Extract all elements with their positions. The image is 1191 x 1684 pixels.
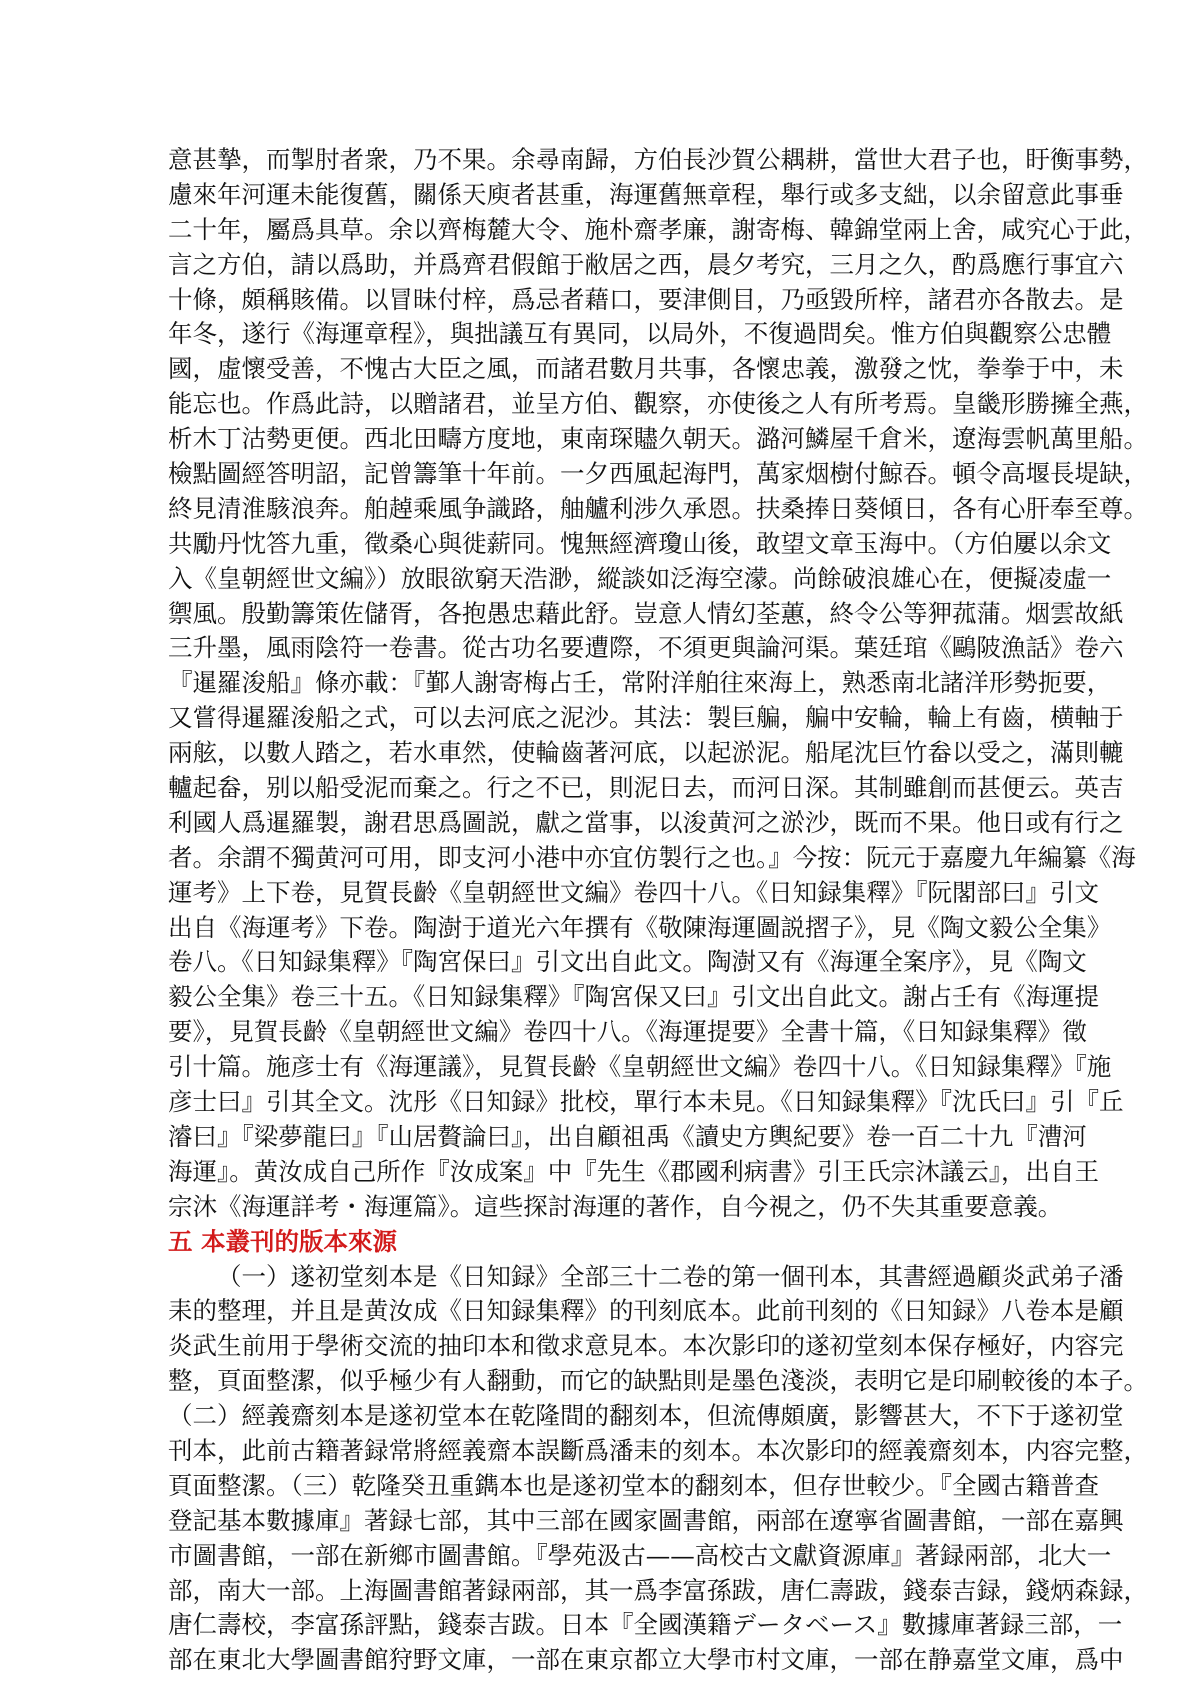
text-line: 頁面整潔。（三）乾隆癸丑重鐫本也是遂初堂本的翻刻本，但存世較少。『全國古籍普查 [168,1470,1099,1500]
text-line: 十條，頗稱賅備。以冒昧付梓，爲忌者藉口，要津側目，乃亟毀所梓，諸君亦各散去。是 [168,284,1124,314]
text-line: 卷八。《日知録集釋》『陶宮保曰』引文出自此文。陶澍又有《海運全案序》，見《陶文 [168,947,1087,977]
text-line: 轤起畚，别以船受泥而棄之。行之不已，則泥日去，而河日深。其制雖創而甚便云。英吉 [168,773,1124,803]
text-line: 運考》上下卷，見賀長齡《皇朝經世文編》卷四十八。《日知録集釋》『阮閣部曰』引文 [168,877,1099,907]
text-line: 要》，見賀長齡《皇朝經世文編》卷四十八。《海運提要》全書十篇，《日知録集釋》徵 [168,1017,1087,1047]
text-line: 兩舷，以數人踏之，若水車然，使輪齒著河底，以起淤泥。船尾沈巨竹畚以受之，滿則轆 [168,738,1124,768]
text-line: 毅公全集》卷三十五。《日知録集釋》『陶宮保又曰』引文出自此文。謝占壬有《海運提 [168,982,1099,1012]
text-line: 市圖書館，一部在新鄉市圖書館。『學苑汲古——高校古文獻資源庫』著録兩部，北大一 [168,1540,1112,1570]
text-line: 唐仁壽校，李富孫評點，錢泰吉跋。日本『全國漢籍データベース』數據庫著録三部，一 [168,1610,1123,1640]
text-line: 年冬，遂行《海運章程》，與拙議互有異同，以局外，不復過問矣。惟方伯與觀察公忠體 [168,319,1112,349]
text-line: 三升墨，風雨陰符一卷書。從古功名要遭際，不須更與論河渠。葉廷琯《鷗陂漁話》卷六 [168,633,1124,663]
text-line: 登記基本數據庫』著録七部，其中三部在國家圖書館，兩部在遼寧省圖書館，一部在嘉興 [168,1505,1124,1535]
body-text-section [168,143,1148,1225]
text-line: 又嘗得暹羅浚船之式，可以去河底之泥沙。其法：製巨艑，艑中安輪，輪上有齒，横軸于 [168,703,1124,733]
text-line: 彦士曰』引其全文。沈彤《日知録》批校，單行本未見。《日知録集釋》『沈氏曰』引『丘 [168,1087,1124,1117]
text-line: （一）遂初堂刻本是《日知録》全部三十二卷的第一個刊本，其書經過顧炎武弟子潘 [217,1261,1124,1291]
text-line: 海運』。黄汝成自己所作『汝成案』中『先生《郡國利病書》引王氏宗沐議云』，出自王 [168,1156,1099,1186]
text-line: 者。余謂不獨黄河可用，即支河小港中亦宜仿製行之也。』今按：阮元于嘉慶九年編纂《海 [168,842,1136,872]
text-line: 慮來年河運未能復舊，關係天庾者甚重，海運舊無章程，舉行或多支絀，以余留意此事垂 [168,179,1124,209]
text-line: 炎武生前用于學術交流的抽印本和徵求意見本。本次影印的遂初堂刻本保存極好，内容完 [168,1331,1124,1361]
body-text-section-2 [168,1260,1148,1679]
text-line: 刊本，此前古籍著録常將經義齋本誤斷爲潘耒的刻本。本次影印的經義齋刻本，内容完整， [168,1435,1148,1465]
text-line: 整，頁面整潔，似乎極少有人翻動，而它的缺點則是墨色淺淡，表明它是印刷較後的本子。 [168,1366,1148,1396]
document-page [168,143,1148,1678]
text-line: 國，虛懷受善，不愧古大臣之風，而諸君數月共事，各懷忠義，激發之忱，拳拳于中，未 [168,354,1124,384]
text-line: 禦風。殷勤籌策佐儲胥，各抱愚忠藉此舒。豈意人情幻荃蕙，終令公等狎菰蒲。烟雲故紙 [168,598,1124,628]
text-line: 利國人爲暹羅製，謝君思爲圖説，獻之當事，以浚黄河之淤沙，既而不果。他日或有行之 [168,807,1124,837]
text-line: 意甚摯，而掣肘者衆，乃不果。余尋南歸，方伯長沙賀公耦耕，當世大君子也，盱衡事勢， [168,145,1148,174]
text-line: 宗沐《海運詳考・海運篇》。這些探討海運的著作，自今視之，仍不失其重要意義。 [168,1191,1063,1221]
text-line: 檢點圖經答明詔，記曾籌筆十年前。一夕西風起海門，萬家烟樹付鯨吞。頓令高堰長堤缺， [168,459,1148,489]
text-line: 入《皇朝經世文編》）放眼欲窮天浩渺，縱談如泛海空濛。尚餘破浪雄心在，便擬凌虛一 [168,563,1112,593]
text-line: 耒的整理，并且是黄汝成《日知録集釋》的刊刻底本。此前刊刻的《日知録》八卷本是顧 [168,1296,1124,1326]
section-heading: 五 本叢刊的版本來源 [168,1226,398,1256]
text-line: 『暹羅浚船』條亦載：『鄞人謝寄梅占壬，常附洋舶往來海上，熟悉南北諸洋形勢扼要， [168,668,1112,698]
text-line: 能忘也。作爲此詩，以贈諸君，並呈方伯、觀察，亦使後之人有所考焉。皇畿形勝擁全燕， [168,389,1148,419]
text-line: 部，南大一部。上海圖書館著録兩部，其一爲李富孫跋，唐仁壽跋，錢泰吉録，錢炳森録， [168,1575,1148,1605]
text-line: 析木丁沽勢更便。西北田疇方度地，東南琛贐久朝天。潞河鱗屋千倉米，遼海雲帆萬里船。 [168,424,1148,454]
text-line: 終見清淮駭浪奔。舶趠乘風争識路，舳艫利涉久承恩。扶桑捧日葵傾日，各有心肝奉至尊。 [168,493,1148,523]
text-line: 言之方伯，請以爲助，并爲齊君假館于敝居之西，晨夕考究，三月之久，酌爲應行事宜六 [168,249,1124,279]
text-line: （二）經義齋刻本是遂初堂本在乾隆間的翻刻本，但流傳頗廣，影響甚大，不下于遂初堂 [168,1401,1124,1431]
text-line: 二十年，屬爲具草。余以齊梅麓大令、施朴齋孝廉，謝寄梅、韓錦堂兩上舍，咸究心于此， [168,214,1148,244]
text-line: 濬曰』『梁夢龍曰』『山居贅論曰』，出自顧祖禹《讀史方輿紀要》卷一百二十九『漕河 [168,1121,1087,1151]
text-line: 部在東北大學圖書館狩野文庫，一部在東京都立大學市村文庫，一部在静嘉堂文庫，爲中 [168,1645,1124,1675]
text-line: 共勵丹忱答九重，徵桑心與徙薪同。愧無經濟瓊山後，敢望文章玉海中。（方伯屢以余文 [168,528,1112,558]
text-line: 出自《海運考》下卷。陶澍于道光六年撰有《敬陳海運圖説摺子》，見《陶文毅公全集》 [168,912,1112,942]
text-line: 引十篇。施彦士有《海運議》，見賀長齡《皇朝經世文編》卷四十八。《日知録集釋》『施 [168,1052,1112,1082]
